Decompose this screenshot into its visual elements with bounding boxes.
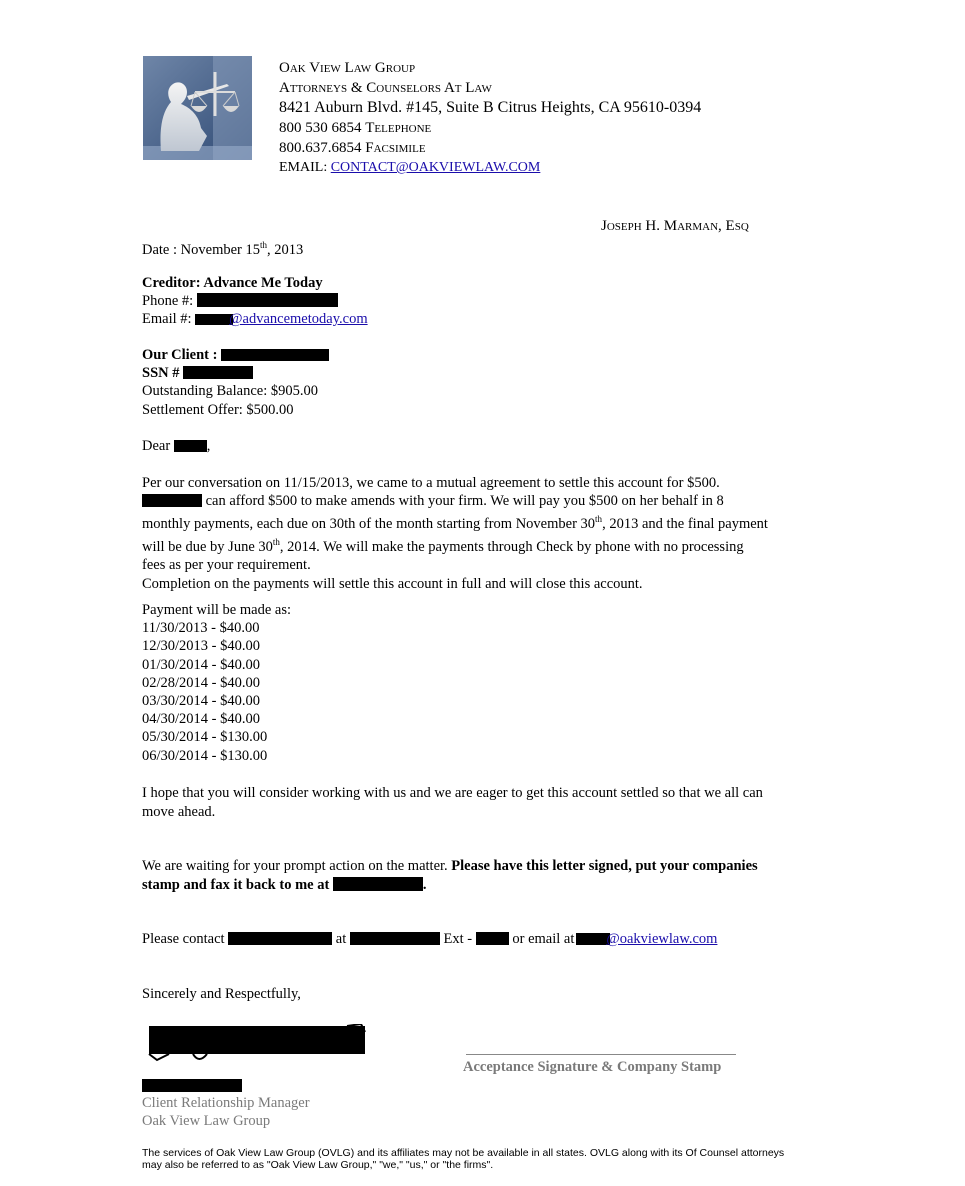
paragraph-line-5: fees as per your requirement. xyxy=(142,557,311,574)
contact-line: Please contact at Ext - or email at @oakviewlaw.com xyxy=(142,931,718,947)
firm-fax xyxy=(279,138,701,158)
acceptance-signature-line xyxy=(466,1054,736,1055)
footer-disclaimer: The services of Oak View Law Group (OVLG) and its affiliates may not be available in all states. OVLG along with its Of Counsel attorneys may also be referred to as "Oak View Law Group," "we," "us," or "the firms". xyxy=(142,1147,785,1171)
redacted-client-name xyxy=(221,349,329,361)
payment-item: 01/30/2014 - $40.00 xyxy=(142,656,261,673)
payment-item: 12/30/2013 - $40.00 xyxy=(142,638,261,655)
date-suffix: th xyxy=(259,240,267,250)
redacted-contact-phone xyxy=(350,932,440,945)
telephone-label: Telephone xyxy=(365,120,432,136)
paragraph-line-2: can afford $500 to make amends with your firm. We will pay you $500 on her behalf in 8 xyxy=(142,492,768,510)
payment-heading: Payment will be made as: xyxy=(142,602,291,618)
payment-item: 03/30/2014 - $40.00 xyxy=(142,693,261,710)
redacted-email-user xyxy=(195,314,233,325)
payment-item: 02/28/2014 - $40.00 xyxy=(142,674,261,691)
email-label: EMAIL: xyxy=(279,160,328,175)
payment-item: 05/30/2014 - $130.00 xyxy=(142,729,268,746)
signer-org: Oak View Law Group xyxy=(142,1113,271,1130)
creditor-heading: Creditor: Advance Me Today xyxy=(142,275,323,291)
payment-item: 06/30/2014 - $130.00 xyxy=(142,747,268,764)
creditor-email xyxy=(142,310,368,328)
redacted-client-first-name xyxy=(142,494,202,507)
creditor-phone xyxy=(142,292,368,310)
redacted-contact-name xyxy=(228,932,332,945)
fax-label: Facsimile xyxy=(365,140,426,156)
action-paragraph xyxy=(142,857,758,895)
firm-telephone xyxy=(279,118,701,138)
paragraph-line-6: Completion on the payments will settle this account in full and will close this account. xyxy=(142,575,643,592)
attorney-name: Joseph H. Marman, Esq xyxy=(601,218,749,234)
telephone-number: 800 530 6854 xyxy=(279,120,362,136)
salutation: Dear , xyxy=(142,438,211,454)
redacted-signer-name xyxy=(142,1077,242,1095)
letterhead xyxy=(279,58,701,178)
paragraph-line-3: monthly payments, each due on 30th of the month starting from November 30th, 2013 and the final payment xyxy=(142,514,768,533)
creditor-email-link[interactable]: @advancemetoday.com xyxy=(229,311,368,328)
payment-item: 04/30/2014 - $40.00 xyxy=(142,711,261,728)
date-year: , 2013 xyxy=(267,241,304,258)
creditor-block xyxy=(142,274,368,329)
client-block xyxy=(142,346,329,419)
action-line-1: We are waiting for your prompt action on the matter. Please have this letter signed, put your companies xyxy=(142,858,758,874)
firm-email-link[interactable]: CONTACT@OAKVIEWLAW.COM xyxy=(330,160,541,175)
date-label: Date : xyxy=(142,241,178,258)
redacted-ssn xyxy=(183,366,253,379)
client-heading: Our Client : xyxy=(142,346,329,364)
redacted-fax xyxy=(333,877,423,891)
paragraph-line-4: will be due by June 30th, 2014. We will make the payments through Check by phone with no processing xyxy=(142,537,744,556)
date-month-day: November 15 xyxy=(180,241,260,258)
signer-block xyxy=(142,1094,310,1130)
redacted-signature xyxy=(147,1024,367,1066)
firm-tagline: Attorneys & Counselors At Law xyxy=(279,80,492,96)
firm-logo xyxy=(143,56,252,160)
contact-email-link[interactable]: @oakviewlaw.com xyxy=(606,931,718,947)
outstanding-balance: Outstanding Balance: $905.00 xyxy=(142,383,318,400)
payment-item: 11/30/2013 - $40.00 xyxy=(142,620,260,637)
payment-schedule xyxy=(142,601,291,765)
redacted-phone xyxy=(197,293,338,307)
redacted-extension xyxy=(476,932,509,945)
settlement-offer: Settlement Offer: $500.00 xyxy=(142,401,294,418)
letter-date xyxy=(142,236,303,259)
signer-title: Client Relationship Manager xyxy=(142,1095,310,1111)
firm-name: Oak View Law Group xyxy=(279,60,416,76)
closing: Sincerely and Respectfully, xyxy=(142,986,301,1002)
agreement-paragraph xyxy=(142,474,768,593)
creditor-email-label: Email #: xyxy=(142,311,192,328)
creditor-phone-label: Phone #: xyxy=(142,293,194,310)
firm-address: 8421 Auburn Blvd. #145, Suite B Citrus Heights, CA 95610-0394 xyxy=(279,99,702,116)
redacted-recipient xyxy=(174,440,207,452)
firm-email xyxy=(279,158,701,178)
paragraph-line-1: Per our conversation on 11/15/2013, we came to a mutual agreement to settle this account for $500. xyxy=(142,475,720,491)
acceptance-label: Acceptance Signature & Company Stamp xyxy=(463,1059,722,1075)
fax-number: 800.637.6854 xyxy=(279,140,362,156)
hope-paragraph: I hope that you will consider working with us and we are eager to get this account settled so that we all can move ahead. xyxy=(142,785,763,820)
client-ssn: SSN # xyxy=(142,364,329,382)
action-line-2: stamp and fax it back to me at . xyxy=(142,877,427,893)
